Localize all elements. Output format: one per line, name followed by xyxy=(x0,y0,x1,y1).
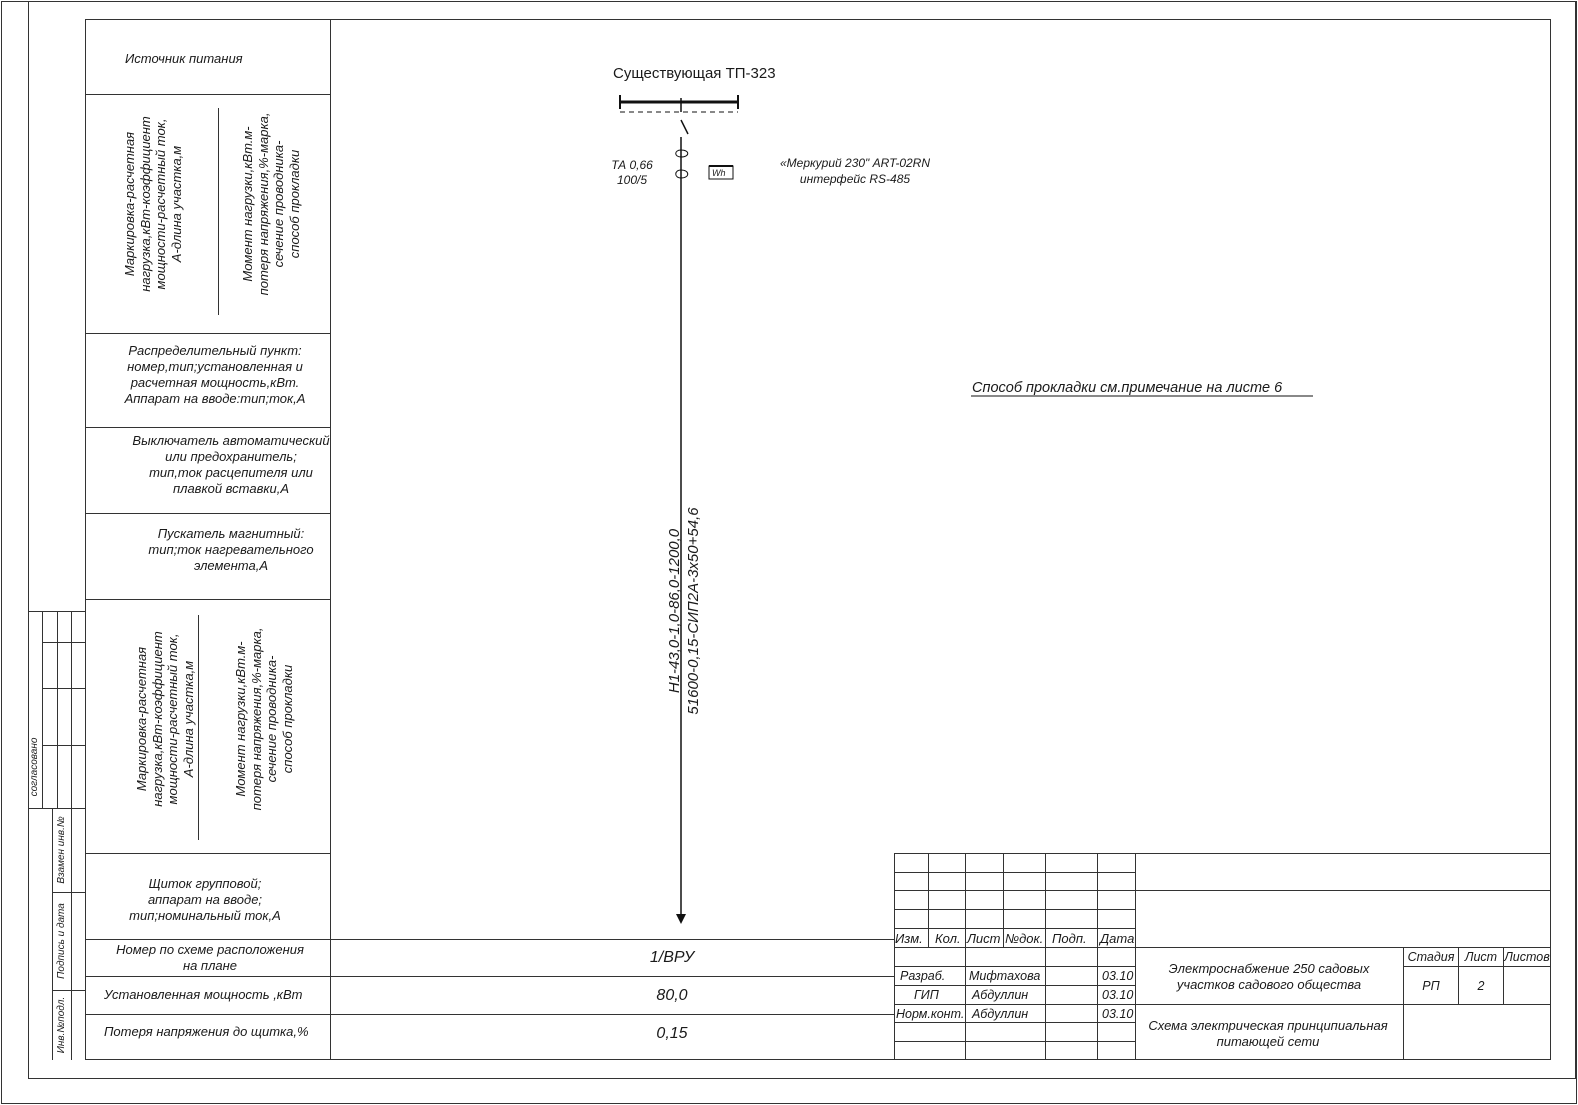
transformer-label: ТА 0,66 100/5 xyxy=(611,158,653,187)
cable-label: Н1-43,0-1,0-86,0-1200,0 51600-0,15-СИП2А-3х50+54,6 xyxy=(666,507,702,715)
tb-stage-value: РП xyxy=(1422,979,1440,993)
legend-power-source: Источник питания xyxy=(125,51,243,66)
row-value-voltage-loss: 0,15 xyxy=(656,1025,688,1042)
tb-role-developer: Разраб. xyxy=(900,969,946,983)
installation-note: Способ прокладки см.примечание на листе 6 xyxy=(972,380,1283,396)
tb-date-normcontrol: 03.10 xyxy=(1102,1007,1134,1021)
meter-icon-label: Wh xyxy=(712,168,726,178)
tb-name-chief: Абдуллин xyxy=(972,988,1029,1002)
legend-dist-point: Распределительный пункт: номер,тип;установленная и расчетная мощность,кВт. Аппарат на вводе:тип;ток,А xyxy=(124,343,306,406)
tb-header-list: Лист xyxy=(967,931,1001,946)
tb-project-title: Электроснабжение 250 садовых участков садового общества xyxy=(1168,961,1370,992)
row-label-installed-power: Установленная мощность ,кВт xyxy=(104,987,303,1002)
row-value-plan-number: 1/ВРУ xyxy=(649,949,695,966)
tb-role-chief: ГИП xyxy=(914,988,939,1002)
tb-date-developer: 03.10 xyxy=(1102,969,1134,983)
tb-header-date: Дата xyxy=(1100,931,1135,946)
source-title: Существующая ТП-323 xyxy=(613,65,776,82)
tb-sheet-title: Схема электрическая принципиальная питающей сети xyxy=(1148,1018,1388,1049)
meter-label: «Меркурий 230" ART-02RN интерфейс RS-485 xyxy=(779,156,930,186)
tb-header-sign: Подп. xyxy=(1052,931,1087,946)
stamp-replaced: Взамен инв.№ xyxy=(56,816,67,884)
tb-name-normcontrol: Абдуллин xyxy=(972,1007,1029,1021)
single-line-diagram xyxy=(620,95,1313,924)
tb-header-kol: Кол. xyxy=(935,931,961,946)
tb-sheet-header: Лист xyxy=(1464,950,1498,964)
legend-marking-a: Маркировка-расчетная нагрузка,кВт-коэффициент мощности-расчетный ток, А-длина участка,м xyxy=(122,116,184,292)
stamp-signature-date: Подпись и дата xyxy=(56,903,67,979)
row-value-installed-power: 80,0 xyxy=(656,987,688,1004)
current-transformer xyxy=(676,150,681,178)
switch-contact xyxy=(681,120,688,134)
tb-sheet-value: 2 xyxy=(1477,979,1485,993)
tb-role-normcontrol: Норм.конт. xyxy=(896,1007,965,1021)
stamp-agreed: согласовано xyxy=(29,737,40,797)
legend-starter: Пускатель магнитный: тип;ток нагревательного элемента,А xyxy=(148,526,314,573)
legend-breaker: Выключатель автоматический или предохранитель; тип,ток расцепителя или плавкой вставки,А xyxy=(132,433,330,496)
tb-sheets-header: Листов xyxy=(1504,950,1550,964)
tb-stage-header: Стадия xyxy=(1407,950,1455,964)
arrow-head xyxy=(676,914,686,924)
row-label-voltage-loss: Потеря напряжения до щитка,% xyxy=(104,1024,309,1039)
tb-date-chief: 03.10 xyxy=(1102,988,1134,1002)
legend-moment-a: Момент нагрузки,кВт.м- потеря напряжения,%-марка, сечение проводника- способ прокладки xyxy=(240,112,302,296)
tb-name-developer: Мифтахова xyxy=(969,969,1041,983)
tb-header-izm: Изм. xyxy=(895,931,923,946)
legend-group-panel: Щиток групповой; аппарат на вводе; тип;номинальный ток,А xyxy=(129,876,281,923)
row-label-plan-number: Номер по схеме расположения на плане xyxy=(116,942,304,973)
legend-marking-b: Маркировка-расчетная нагрузка,кВт-коэффициент мощности-расчетный ток, А-длина участка,м xyxy=(134,631,196,807)
tb-header-doc: №док. xyxy=(1005,931,1044,946)
legend-moment-b: Момент нагрузки,кВт.м- потеря напряжения,%-марка, сечение проводника- способ прокладки xyxy=(233,627,295,811)
stamp-inventory: Инв.№подл. xyxy=(56,996,67,1054)
